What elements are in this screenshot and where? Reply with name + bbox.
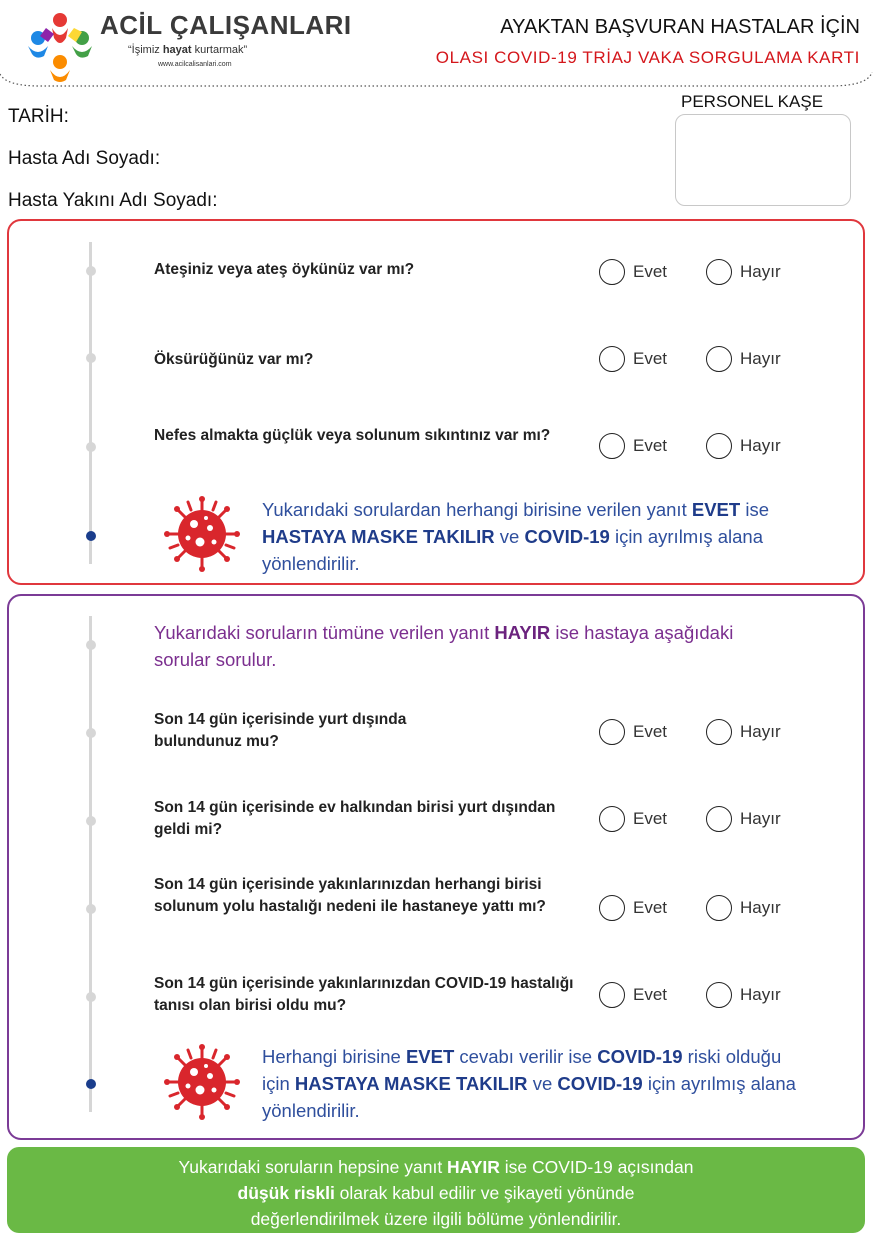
- option-no[interactable]: Hayır: [706, 895, 781, 921]
- section1-instruction: Yukarıdaki sorulardan herhangi birisine verilen yanıt EVET ise HASTAYA MASKE TAKILIR ve COVID-19 için ayrılmış alana yönlendirilir.: [262, 499, 769, 574]
- website: www.acilcalisanlari.com: [158, 61, 232, 68]
- timeline-dot-active: [86, 531, 96, 541]
- option-no[interactable]: Hayır: [706, 259, 781, 285]
- brand-name: ACİL ÇALIŞANLARI: [100, 10, 352, 40]
- stamp-box[interactable]: [675, 114, 851, 206]
- question-fever: Ateşiniz veya ateş öykünüz var mı?: [154, 261, 415, 278]
- option-no[interactable]: Hayır: [706, 806, 781, 832]
- radio-yes[interactable]: [599, 982, 625, 1008]
- question-breathing: Nefes almakta güçlük veya solunum sıkıntınız var mı?: [154, 427, 551, 444]
- question-travel: Son 14 gün içerisinde yurt dışında bulundunuz mu?: [154, 711, 407, 750]
- stamp-label: PERSONEL KAŞE: [681, 92, 824, 111]
- option-yes[interactable]: Evet: [599, 982, 667, 1008]
- timeline-line: [89, 616, 92, 1112]
- option-no[interactable]: Hayır: [706, 346, 781, 372]
- section2-instruction: Herhangi birisine EVET cevabı verilir ise COVID-19 riski olduğu için HASTAYA MASKE TAKILIR ve COVID-19 için ayrılmış alana yönlendirilir.: [262, 1046, 796, 1121]
- timeline-dot: [86, 640, 96, 650]
- virus-icon: [164, 1044, 240, 1120]
- radio-yes[interactable]: [599, 346, 625, 372]
- radio-no[interactable]: [706, 719, 732, 745]
- radio-yes[interactable]: [599, 806, 625, 832]
- radio-no[interactable]: [706, 982, 732, 1008]
- option-no[interactable]: Hayır: [706, 982, 781, 1008]
- radio-no[interactable]: [706, 259, 732, 285]
- radio-yes[interactable]: [599, 259, 625, 285]
- timeline-dot: [86, 266, 96, 276]
- slogan: “İşimiz hayat kurtarmak”: [128, 44, 248, 56]
- low-risk-banner: Yukarıdaki soruların hepsine yanıt HAYIR ise COVID-19 açısından düşük riskli olarak kabul edilir ve şikayeti yönünde değerlendirilmek üzere ilgili bölüme yönlendirilir.: [7, 1147, 865, 1233]
- timeline-dot: [86, 992, 96, 1002]
- date-label: TARİH:: [8, 106, 69, 127]
- relative-name-label: Hasta Yakını Adı Soyadı:: [8, 190, 218, 211]
- option-yes[interactable]: Evet: [599, 259, 667, 285]
- radio-no[interactable]: [706, 433, 732, 459]
- option-yes[interactable]: Evet: [599, 895, 667, 921]
- option-no[interactable]: Hayır: [706, 719, 781, 745]
- timeline-dot: [86, 353, 96, 363]
- timeline-dot: [86, 816, 96, 826]
- question-cough: Öksürüğünüz var mı?: [154, 351, 314, 368]
- option-yes[interactable]: Evet: [599, 433, 667, 459]
- option-no[interactable]: Hayır: [706, 433, 781, 459]
- radio-no[interactable]: [706, 895, 732, 921]
- option-yes[interactable]: Evet: [599, 806, 667, 832]
- radio-yes[interactable]: [599, 719, 625, 745]
- virus-icon: [164, 496, 240, 572]
- patient-name-label: Hasta Adı Soyadı:: [8, 148, 161, 169]
- question-relative-hospitalized: Son 14 gün içerisinde yakınlarınızdan herhangi birisi solunum yolu hastalığı nedeni ile hastaneye yattı mı?: [154, 876, 546, 915]
- radio-no[interactable]: [706, 806, 732, 832]
- radio-yes[interactable]: [599, 895, 625, 921]
- timeline-dot: [86, 442, 96, 452]
- timeline-line: [89, 242, 92, 564]
- question-relative-covid: Son 14 gün içerisinde yakınlarınızdan COVID-19 hastalığı tanısı olan birisi oldu mu?: [154, 975, 574, 1014]
- question-household-travel: Son 14 gün içerisinde ev halkından birisi yurt dışından geldi mi?: [154, 799, 556, 838]
- section2-intro: Yukarıdaki soruların tümüne verilen yanıt HAYIR ise hastaya aşağıdaki sorular sorulur.: [154, 622, 734, 670]
- radio-no[interactable]: [706, 346, 732, 372]
- option-yes[interactable]: Evet: [599, 346, 667, 372]
- timeline-dot: [86, 904, 96, 914]
- page-title: AYAKTAN BAŞVURAN HASTALAR İÇİN: [500, 16, 860, 38]
- timeline-dot: [86, 728, 96, 738]
- page-subtitle: OLASI COVID-19 TRİAJ VAKA SORGULAMA KARTI: [435, 48, 860, 67]
- option-yes[interactable]: Evet: [599, 719, 667, 745]
- radio-yes[interactable]: [599, 433, 625, 459]
- timeline-dot-active: [86, 1079, 96, 1089]
